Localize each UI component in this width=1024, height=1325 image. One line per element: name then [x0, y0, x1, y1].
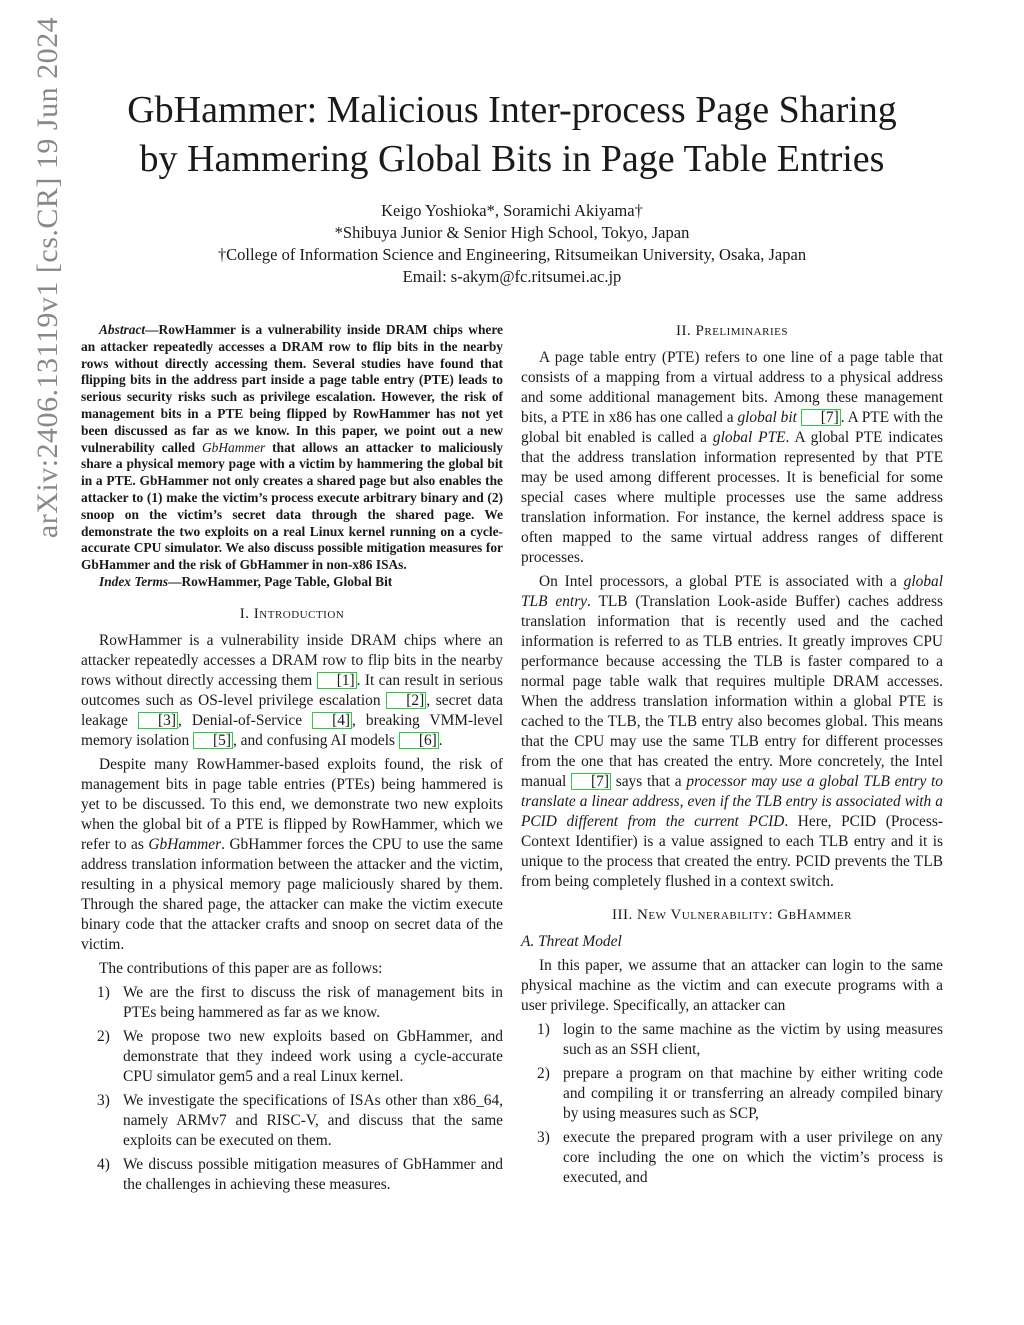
- section-heading-introduction: I. Introduction: [239, 605, 345, 622]
- affiliation-2: †College of Information Science and Engineering, Ritsumeikan University, Osaka, Japan: [217, 245, 807, 264]
- arxiv-id: arXiv:2406.13119v1 [cs.CR] 19 Jun 2024: [31, 16, 64, 539]
- abstract-lead: Abstract: [99, 322, 146, 337]
- list-item: 3) We investigate the specifications of ISAs other than x86_64, namely ARMv7 and RISC-V, and discuss that the same exploits can be executed on them.: [97, 1091, 503, 1149]
- prelim-paragraph-1: A page table entry (PTE) refers to one line of a page table that consists of a mapping from a virtual address to a physical address and some additional management bits. Among these management bits, a PTE in x86 has one called a global bit [7] . A PTE with the global bit enabled is called a global PTE. A global PTE indicates that the address translation information represented by that PTE may be used among different processes. It is beneficial for some special cases where multiple processes use the same address translation information. For instance, the kernel address space is often mapped to the same virtual address ranges of different processes.: [521, 349, 944, 566]
- citation-link[interactable]: [4]: [312, 712, 352, 729]
- prelim-paragraph-2: On Intel processors, a global PTE is associated with a global TLB entry. TLB (Translation Look-aside Buffer) caches address translation information that is recently used and the cached information is referred to as TLB entries. It greatly improves CPU performance because accessing the TLB is faster compared to a normal page table walk that requires multiple DRAM accesses. When the address translation information within a global PTE is cached to the TLB, the TLB entry also becomes global. This means that the CPU may use the same TLB entry for different processes from the one that has created the entry. More concretely, the Intel manual [7] says that a processor may use a global TLB entry to translate a linear address, even if the TLB entry is associated with a PCID different from the current PCID. Here, PCID (Process-Context Identifier) is a value assigned to each TLB entry and it is unique to the process that created the entry. PCID prevents the TLB from being completely flushed in a context switch.: [521, 573, 943, 890]
- right-column: [521, 322, 943, 1192]
- author-names: Keigo Yoshioka*, Soramichi Akiyama†: [381, 201, 643, 220]
- citation-link[interactable]: [7]: [801, 409, 841, 426]
- citation-link[interactable]: [3]: [138, 712, 178, 729]
- intro-paragraph-2: Despite many RowHammer-based exploits found, the risk of management bits in page table entries (PTEs) being hammered is yet to be discussed. To this end, we demonstrate two new exploits when the global bit of a PTE is flipped by RowHammer, which we refer to as GbHammer. GbHammer forces the CPU to use the same address translation information between the attacker and the victim, resulting in a physical memory page maliciously shared by them. Through the shared page, the attacker can make the victim execute binary code that the attacker crafts and snoop on secret data of the victim.: [81, 755, 503, 953]
- vuln-name: GbHammer: [202, 439, 266, 455]
- author-email: Email: s-akym@fc.ritsumei.ac.jp: [402, 267, 622, 286]
- citation-link[interactable]: [7]: [571, 773, 611, 790]
- citation-link[interactable]: [1]: [317, 672, 357, 689]
- citation-link[interactable]: [2]: [386, 692, 426, 709]
- affiliation-1: *Shibuya Junior & Senior High School, Tokyo, Japan: [334, 223, 690, 242]
- list-item: 3) execute the prepared program with a user privilege on any core including the one on which the victim’s process is executed, and: [537, 1129, 943, 1186]
- list-item: 2) prepare a program on that machine by either writing code and compiling it or transferring an already compiled binary by using measures such as SCP,: [537, 1065, 943, 1122]
- threat-list: [521, 1020, 943, 1188]
- list-item: 4) We discuss possible mitigation measures of GbHammer and the challenges in achieving these measures.: [97, 1155, 503, 1193]
- title-line-1: GbHammer: Malicious Inter-process Page Sharing: [127, 89, 897, 131]
- citation-link[interactable]: [5]: [193, 732, 233, 749]
- section-heading-preliminaries: II. Preliminaries: [676, 323, 788, 339]
- subsection-heading-threat-model: A. Threat Model: [521, 933, 622, 950]
- citation-link[interactable]: [6]: [399, 732, 439, 749]
- threat-paragraph-1: In this paper, we assume that an attacker can login to the same physical machine as the victim and can execute programs with a user privilege. Specifically, an attacker can: [521, 957, 943, 1014]
- paper-title: [60, 86, 964, 184]
- list-item: 1) login to the same machine as the victim by using measures such as an SSH client,: [537, 1021, 943, 1058]
- section-heading-new-vulnerability: III. New Vulnerability: GbHammer: [612, 907, 852, 923]
- title-line-2: by Hammering Global Bits in Page Table Entries: [139, 138, 885, 180]
- intro-paragraph-3: The contributions of this paper are as follows:: [99, 959, 383, 977]
- contributions-list: [81, 983, 503, 1195]
- index-terms: Index Terms—RowHammer, Page Table, Global Bit: [99, 573, 393, 589]
- list-item: 2) We propose two new exploits based on GbHammer, and demonstrate that they indeed work using a cycle-accurate CPU simulator gem5 and a real Linux kernel.: [97, 1027, 503, 1085]
- abstract: Abstract—RowHammer is a vulnerability inside DRAM chips where an attacker repeatedly accesses a DRAM row to flip bits in the nearby rows without directly accessing them. Several studies have found that flipping bits in the address part inside a page table entry (PTE) leads to serious security risks such as privilege escalation. However, the risk of management bits in a PTE being flipped by RowHammer has not yet been discussed as far as we know. In this paper, we point out a new vulnerability called GbHammer that allows an attacker to maliciously share a physical memory page with a victim by hammering the global bit in a PTE. GbHammer not only creates a shared page but also enables the attacker to (1) make the victim’s process execute arbitrary binary and (2) snoop on the victim’s secret data through the shared page. We demonstrate the two exploits on a real Linux kernel running on a cycle-accurate CPU simulator. We also discuss possible mitigation measures for GbHammer and the risk of GbHammer in non-x86 ISAs.: [81, 322, 503, 573]
- list-item: 1) We are the first to discuss the risk of management bits in PTEs being hammered as far as we know.: [97, 983, 503, 1021]
- author-block: [60, 200, 964, 288]
- intro-paragraph-1: RowHammer is a vulnerability inside DRAM chips where an attacker repeatedly accesses a DRAM row to flip bits in the nearby rows without directly accessing them [1] . It can result in serious outcomes such as OS-level privilege escalation [2] , secret data leakage [3] , Denial-of-Service [4] , breaking VMM-level memory isolation [5] , and confusing AI models [6] .: [81, 631, 504, 749]
- left-column: [81, 322, 503, 1199]
